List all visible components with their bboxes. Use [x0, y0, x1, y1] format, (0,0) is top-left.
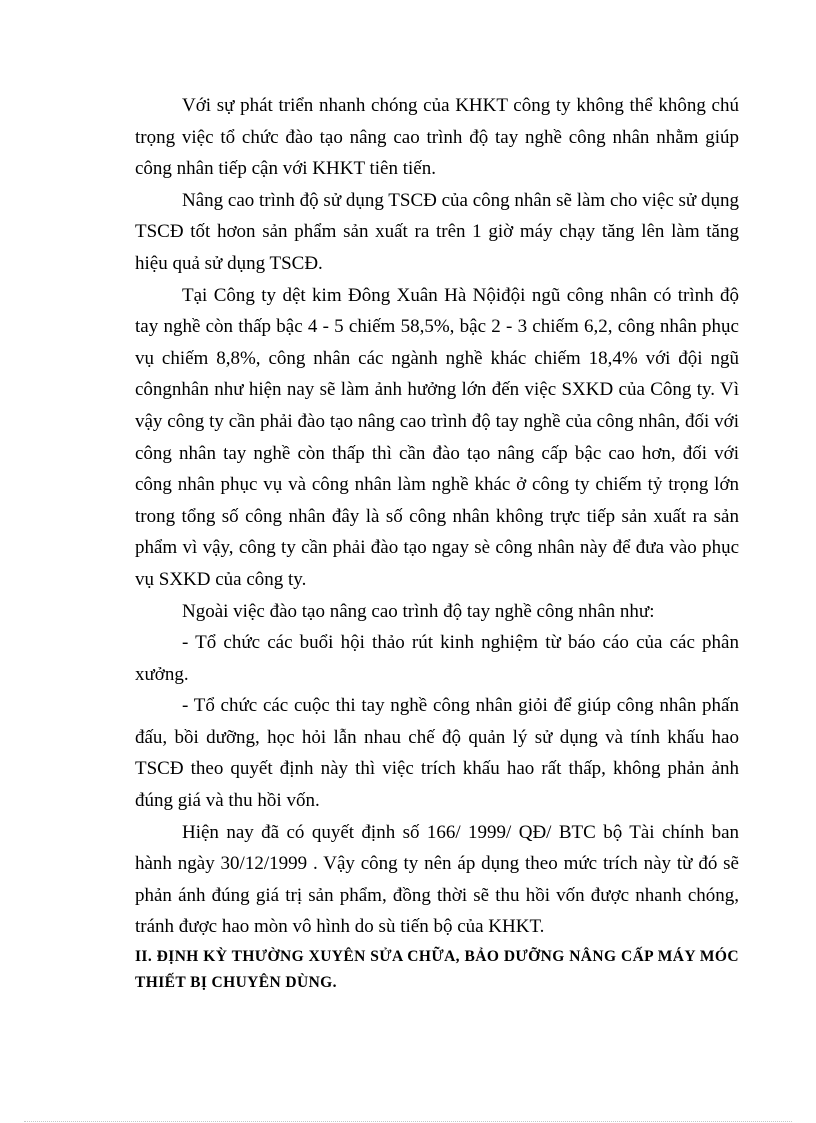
section-heading: II. ĐỊNH KỲ THƯỜNG XUYÊN SỬA CHỮA, BẢO DƯỠNG NÂNG CẤP MÁY MÓC THIẾT BỊ CHUYÊN DÙNG.: [135, 948, 739, 992]
paragraph-khkt-training: Với sự phát triển nhanh chóng của KHKT công ty không thể không chú trọng việc tổ chức đào tạo nâng cao trình độ tay nghề công nhân nhằm giúp công nhân tiếp cận với KHKT tiên tiến.: [135, 95, 739, 180]
paragraph-decision-166: Hiện nay đã có quyết định số 166/ 1999/ QĐ/ BTC bộ Tài chính ban hành ngày 30/12/1999 . Vậy công ty nên áp dụng theo mức trích này từ đó sẽ phản ánh đúng giá trị sản phẩm, đồng thời sẽ thu hồi vốn được nhanh chóng, tránh được hao mòn vô hình do sù tiến bộ của KHKT.: [135, 821, 739, 938]
bullet-workshops: - Tổ chức các buổi hội thảo rút kinh nghiệm từ báo cáo của các phân xưởng.: [135, 632, 739, 685]
document-body: [135, 90, 739, 996]
paragraph-dong-xuan-workforce: Tại Công ty dệt kim Đông Xuân Hà Nộiđội ngũ công nhân có trình độ tay nghề còn thấp bậc 4 - 5 chiếm 58,5%, bậc 2 - 3 chiếm 6,2, công nhân phục vụ chiếm 8,8%, công nhân các ngành nghề khác chiếm 18,4% với đội ngũ côngnhân như hiện nay sẽ làm ảnh hưởng lớn đến việc SXKD của Công ty. Vì vậy công ty cần phải đào tạo nâng cao trình độ tay nghề của công nhân, đối với công nhân tay nghề còn thấp thì cần đào tạo nâng cấp bậc cao hơn, đối với công nhân phục vụ và công nhân làm nghề khác ở công ty chiếm tỷ trọng lớn trong tổng số công nhân đây là số công nhân không trực tiếp sản xuất ra sản phẩm vì vậy, công ty cần phải đào tạo ngay sè công nhân này để đưa vào phục vụ SXKD của công ty.: [135, 284, 739, 590]
paragraph-tscd-usage: Nâng cao trình độ sử dụng TSCĐ của công nhân sẽ làm cho việc sử dụng TSCĐ tốt hơon sản phẩm sản xuất ra trên 1 giờ máy chạy tăng lên làm tăng hiệu quả sử dụng TSCĐ.: [135, 189, 739, 274]
paragraph-besides-training: Ngoài việc đào tạo nâng cao trình độ tay nghề công nhân như:: [182, 600, 655, 622]
page-bottom-divider: [24, 1121, 792, 1122]
bullet-skill-contests: - Tổ chức các cuộc thi tay nghề công nhân giỏi để giúp công nhân phấn đấu, bồi dưỡng, học hỏi lẫn nhau chế độ quản lý sử dụng và tính khấu hao TSCĐ theo quyết định này thì việc trích khấu hao rất thấp, không phản ảnh đúng giá và thu hồi vốn.: [135, 695, 739, 812]
